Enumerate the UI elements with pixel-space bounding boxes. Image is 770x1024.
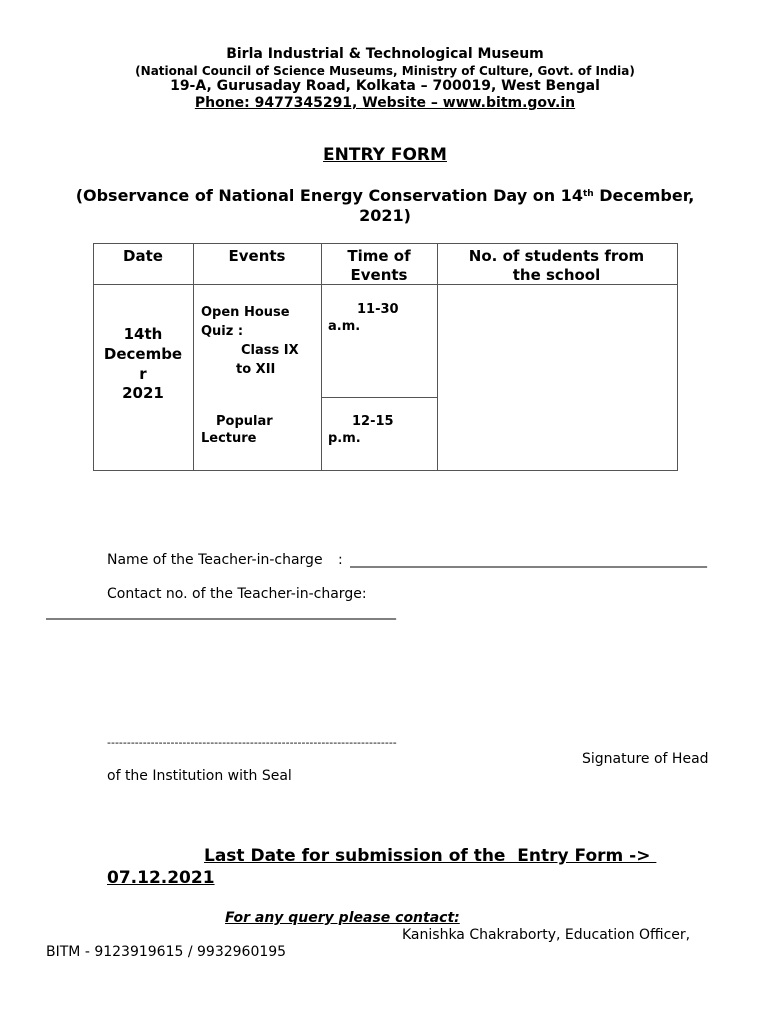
contact-phones: BITM - 9123919615 / 9932960195: [46, 944, 287, 960]
signature-line: -------------------------------------------------------------------------: [107, 736, 397, 749]
header-events: Events: [228, 247, 286, 265]
contact-field[interactable]: __________________________________________________: [46, 604, 396, 620]
museum-contact: Phone: 9477345291, Website – www.bitm.gov.in: [194, 95, 576, 111]
time-quiz: a.m.: [328, 319, 361, 334]
museum-address: 19-A, Gurusaday Road, Kolkata – 700019, West Bengal: [170, 78, 600, 94]
header-time: Time of: [347, 247, 411, 265]
last-date-label: Last Date for submission of the Entry Form ->: [204, 846, 657, 866]
form-title: ENTRY FORM: [323, 145, 447, 165]
last-date-value: 07.12.2021: [107, 868, 215, 888]
time-lecture: 12-15: [352, 414, 394, 429]
signature-label: Signature of Head: [582, 751, 709, 767]
header-time: Events: [350, 266, 408, 284]
museum-affiliation: (National Council of Science Museums, Ministry of Culture, Govt. of India): [135, 64, 635, 78]
contact-person: Kanishka Chakraborty, Education Officer,: [402, 927, 691, 943]
table-col-divider: [193, 243, 194, 470]
header-students: the school: [512, 266, 601, 284]
contact-label: Contact no. of the Teacher-in-charge:: [107, 586, 367, 602]
date-cell: r: [139, 365, 147, 383]
event-lecture: Lecture: [201, 431, 257, 446]
event-class: to XII: [236, 362, 276, 377]
event-lecture: Popular: [216, 414, 273, 429]
query-label: For any query please contact:: [225, 910, 460, 926]
teacher-name-label: Name of the Teacher-in-charge: [107, 552, 323, 568]
museum-name: Birla Industrial & Technological Museum: [226, 46, 544, 62]
event-class: Class IX: [241, 343, 299, 358]
date-cell: Decembe: [103, 345, 183, 363]
teacher-name-separator: :: [338, 552, 343, 568]
table-header-divider: [93, 284, 677, 285]
teacher-name-field[interactable]: ___________________________________________________: [350, 552, 707, 568]
date-cell: 14th: [123, 325, 163, 343]
header-date: Date: [123, 247, 163, 265]
time-quiz: 11-30: [357, 302, 399, 317]
date-cell: 2021: [122, 384, 164, 402]
signature-label: of the Institution with Seal: [107, 768, 292, 784]
form-subtitle: (Observance of National Energy Conservation Day on 14th December, 2021): [75, 186, 695, 225]
table-row-divider: [321, 397, 437, 398]
header-students: No. of students from: [468, 247, 645, 265]
event-quiz: Quiz :: [201, 324, 244, 339]
event-open-house: Open House: [201, 305, 290, 320]
time-lecture: p.m.: [328, 431, 361, 446]
